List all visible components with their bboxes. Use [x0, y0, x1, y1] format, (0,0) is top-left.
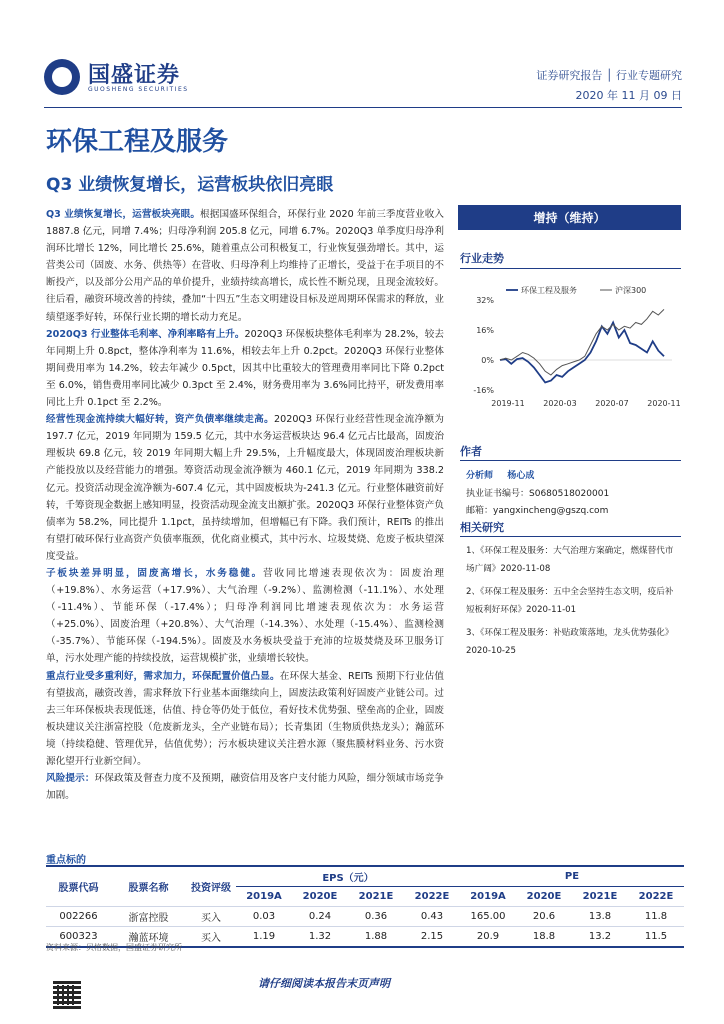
y-tick-label: 0%	[481, 356, 494, 365]
cell: 2.15	[404, 927, 460, 948]
cell: 瀚蓝环境	[111, 927, 186, 948]
paragraph: 2020Q3 行业整体毛利率、净利率略有上升。2020Q3 环保板块整体毛利率为 28.2%，较去年同期上升 0.8pct，整体净利率为 11.6%，相较去年上升 0.2pct。2020Q3 环保行业整体期间费用率为 14.2%，较去年减少 0.5pct，因其中比重较大的管理费用率同比下降 0.2pct 至 6.0%，销售费用率同比减少 0.3pct 至 2.4%，财务费用率为 3.6%同比持平，研发费用率同比上升 0.1pct 至 2.2%。	[46, 328, 444, 409]
analyst-line	[466, 468, 534, 481]
paragraph: 经营性现金流持续大幅好转，资产负债率继续走高。2020Q3 环保行业经营性现金流净额为 197.7 亿元，2019 年同期为 159.5 亿元，其中水务运营板块达 96.4 亿元占比最高，固废治理板块 69.8 亿元，较 2019 年同期大幅上升 29.5%，上升幅度最大，体现固废治理板块新产能投放以及经营能力的增强。筹资活动现金流净额为 460.1 亿元，2019 年同期为 338.2 亿元。投资活动现金流净额为-607.4 亿元，其中固废板块为-241.3 亿元。行业整体融资前好转，千筹资现金数据上感知明显，投资活动现金流支出额扩张。2020Q3 环保行业整体资产负债率为 58.2%，同比提升 1.1pct，虽持续增加，但增幅已有下降。我们预计，REITs 的推出有望打破环保行业高资产负债率瓶颈，优化商业模式，其中污水、垃圾焚烧、危废子板块望深度受益。	[46, 414, 445, 562]
x-tick-label: 2019-11	[491, 399, 525, 408]
key-stocks-table	[46, 865, 684, 948]
report-headline: Q3 业绩恢复增长，运营板块依旧亮眼	[46, 175, 334, 195]
col-year: 2020E	[302, 891, 338, 902]
series-line	[500, 323, 664, 383]
related-list	[466, 542, 681, 665]
key-stocks-title: 重点标的	[46, 855, 86, 866]
cell: 买入	[186, 907, 236, 927]
email-link[interactable]: yangxincheng@gszq.com	[493, 506, 609, 516]
col-year: 2022E	[638, 891, 674, 902]
x-tick-label: 2020-11	[647, 399, 681, 408]
cert-label: 执业证书编号：	[466, 489, 530, 499]
col-code: 股票代码	[46, 866, 111, 907]
report-body	[46, 206, 444, 804]
related-item[interactable]: 3、《环保工程及服务：补贴政策落地，龙头优势强化》2020-10-25	[466, 628, 674, 656]
related-item[interactable]: 2、《环保工程及服务：五中全会坚持生态文明，疫后补短板利好环保》2020-11-01	[466, 587, 674, 615]
legend-label: 沪深300	[615, 286, 647, 295]
report-date: 2020 年 11 月 09 日	[575, 89, 682, 102]
qr-code-icon	[53, 981, 81, 1009]
cell: 600323	[46, 927, 111, 948]
sector-title: 环保工程及服务	[46, 127, 229, 157]
cell: 买入	[186, 927, 236, 948]
col-name: 股票名称	[111, 866, 186, 907]
col-year: 2021E	[358, 891, 394, 902]
related-item[interactable]: 1、《环保工程及服务：大气治理方案确定，燃煤替代市场广阔》2020-11-08	[466, 546, 674, 574]
report-type: 证券研究报告 │ 行业专题研究	[536, 69, 682, 82]
col-year: 2019A	[246, 891, 282, 902]
analyst-name: 杨心成	[507, 471, 535, 481]
header-divider	[44, 107, 682, 108]
col-eps: EPS（元）	[236, 866, 460, 887]
col-year: 2022E	[414, 891, 450, 902]
cell: 11.5	[628, 927, 684, 948]
footer-disclaimer: 请仔细阅读本报告末页声明	[258, 977, 390, 990]
col-year: 2020E	[526, 891, 562, 902]
company-name: 国盛证券	[88, 63, 181, 88]
cell: 1.19	[236, 927, 292, 948]
cell: 0.36	[348, 907, 404, 927]
company-logo-icon	[44, 59, 80, 95]
email-label: 邮箱：	[466, 506, 494, 516]
col-rating: 投资评级	[186, 866, 236, 907]
cert-number: S0680518020001	[529, 489, 610, 499]
legend-label: 环保工程及服务	[521, 286, 577, 295]
cell: 13.2	[572, 927, 628, 948]
series-line	[500, 309, 664, 375]
col-year: 2019A	[470, 891, 506, 902]
trend-title: 行业走势	[460, 252, 504, 265]
analyst-label: 分析师	[466, 471, 494, 481]
author-title: 作者	[460, 445, 482, 458]
cell: 20.9	[460, 927, 516, 948]
cell: 0.43	[404, 907, 460, 927]
trend-divider	[460, 268, 681, 269]
paragraph: 重点行业受多重利好，需求加力，环保配置价值凸显。在环保大基金、REITs 预期下行业估值有望拔高，融资改善，需求释放下行业基本面继续向上，固废法政策利好固废产业链公司。过去三年环保板块表现低迷，估值、持仓等仍处于低位，看好技术优势强、壁垒高的企业，固废板块建议关注浙富控股（危废新龙头，全产业链布局）；长青集团（生物质供热龙头）；瀚蓝环境（持续稳健、管理优异，估值优势）；污水板块建议关注碧水源（聚焦膜材料业务、污水资源化望开行业新空间）。	[46, 670, 444, 767]
cell: 1.88	[348, 927, 404, 948]
y-tick-label: 32%	[476, 296, 494, 305]
paragraph: 子板块差异明显，固废高增长，水务稳健。营收同比增速表现依次为：固废治理（+19.8%）、水务运营（+17.9%）、大气治理（-9.2%）、监测检测（-11.1%）、水处理（-11.4%）、节能环保（-17.4%）；归母净利润同比增速表现依次为：水务运营（+25.0%）、固废治理（+20.8%）、大气治理（-14.3%）、水处理（-15.4%）、监测检测（-35.7%）、节能环保（-194.5%）。固废及水务板块受益于充沛的垃圾焚烧及环卫服务订单，污水处理产能的持续投放，运营规模扩张，业绩增长较快。	[46, 567, 445, 665]
data-source: 资料来源：贝格数据，国盛证券研究所	[46, 943, 182, 952]
company-name-en: GUOSHENG SECURITIES	[88, 86, 189, 93]
cell: 18.8	[516, 927, 572, 948]
cell: 浙富控股	[111, 907, 186, 927]
rating-badge: 增持（维持）	[458, 205, 681, 230]
related-title: 相关研究	[460, 521, 504, 534]
cert-line	[466, 486, 609, 499]
y-tick-label: -16%	[473, 386, 494, 395]
author-divider	[460, 460, 681, 461]
paragraph: Q3 业绩恢复增长，运营板块亮眼。根据国盛环保组合，环保行业 2020 年前三季度营业收入 1887.8 亿元，同增 7.4%；归母净利润 205.8 亿元，同增 6.7%。2020Q3 单季度归母净利润环比增长 12%，同比增长 25.6%，随着重点公司积极复工，行业恢复强劲增长。其中，运营类公司（固废、水务、供热等）在营收、归母净利上均维持了正增长，受益于在手项目的不断投产，以及部分公用产品的单价提升，业绩持续高增长，成长性不断兑现，且现金流较好。往后看，融资环境改善的持续，叠加“十四五”生态文明建设目标及逆周期环保需求的释放，业绩望逐季好转，环保行业长期的增长动力充足。	[46, 209, 445, 323]
cell: 1.32	[292, 927, 348, 948]
email-line	[466, 503, 608, 516]
cell: 0.03	[236, 907, 292, 927]
trend-chart	[460, 278, 684, 418]
related-divider	[460, 536, 681, 537]
paragraph: 风险提示：环保政策及督查力度不及预期，融资信用及客户支付能力风险，细分领域市场竞争加剧。	[46, 773, 445, 802]
col-pe: PE	[460, 866, 684, 887]
y-tick-label: 16%	[476, 326, 494, 335]
x-tick-label: 2020-03	[543, 399, 577, 408]
x-tick-label: 2020-07	[595, 399, 629, 408]
col-year: 2021E	[582, 891, 618, 902]
cell: 002266	[46, 907, 111, 927]
cell: 165.00	[460, 907, 516, 927]
cell: 20.6	[516, 907, 572, 927]
cell: 0.24	[292, 907, 348, 927]
cell: 13.8	[572, 907, 628, 927]
table-row	[46, 907, 684, 927]
cell: 11.8	[628, 907, 684, 927]
